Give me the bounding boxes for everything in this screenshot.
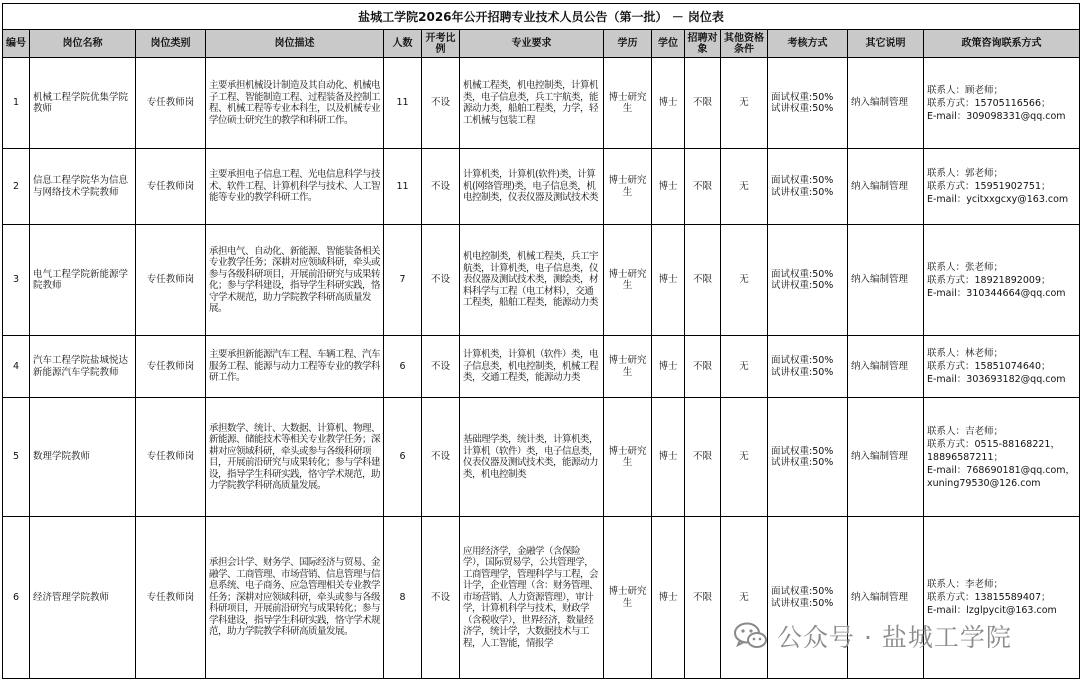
header-row [3, 30, 1080, 58]
assess-lecture: 试讲权重:50% [771, 103, 834, 114]
header-count: 人数 [384, 30, 422, 58]
contact-person: 联系人：吉老师； [927, 425, 1004, 437]
contact-person: 联系人：张老师； [927, 261, 1004, 273]
cell-edu: 博士研究生 [604, 336, 652, 398]
contact-phone-2: 18896587211； [927, 451, 1003, 463]
watermark-text: 公众号 · 盐城工学院 [777, 623, 1012, 652]
cell-category: 专任教师岗 [136, 398, 206, 517]
cell-desc: 承担电气、自动化、新能源、智能装备相关专业教学任务；深耕对应领域科研，牵头或参与各级科研项目，开展前沿研究与成果转化；参与学科建设，指导学生科研实践，恪守学术规范，助力学院教学科研高质量发展。 [206, 225, 384, 336]
cell-name: 数理学院教师 [30, 398, 136, 517]
contact-person: 联系人：郭老师； [927, 168, 1004, 179]
header-no: 编号 [3, 30, 30, 58]
cell-name: 机械工程学院优集学院教师 [30, 58, 136, 149]
assess-interview: 面试权重:50% [771, 91, 834, 103]
contact-email: E-mail：768690181@qq.com， [927, 464, 1076, 476]
cell-other: 无 [721, 225, 768, 336]
assess-lecture: 试讲权重:50% [771, 366, 834, 378]
cell-no: 1 [3, 58, 30, 149]
cell-edu: 博士研究生 [604, 398, 652, 517]
cell-desc: 主要承担新能源汽车工程、车辆工程、汽车服务工程、能源与动力工程等专业的教学科研工作。 [206, 336, 384, 398]
cell-edu: 博士研究生 [604, 58, 652, 149]
cell-desc: 主要承担电子信息工程、光电信息科学与技术、软件工程、计算机科学与技术、人工智能等专业的教学科研工作。 [206, 149, 384, 225]
table-row [3, 149, 1080, 225]
header-target: 招聘对象 [685, 30, 721, 58]
cell-ratio: 不设 [422, 517, 460, 679]
cell-category: 专任教师岗 [136, 225, 206, 336]
header-degree: 学位 [652, 30, 685, 58]
assess-interview: 面试权重:50% [771, 355, 834, 366]
cell-edu: 博士研究生 [604, 225, 652, 336]
cell-count: 11 [384, 149, 422, 225]
assess-lecture: 试讲权重:50% [771, 597, 834, 609]
header-note: 其它说明 [848, 30, 924, 58]
cell-category: 专任教师岗 [136, 336, 206, 398]
contact-email: E-mail：303693182@qq.com [927, 374, 1066, 385]
table-row [3, 225, 1080, 336]
cell-assess [768, 225, 848, 336]
cell-note: 纳入编制管理 [848, 149, 924, 225]
cell-count: 6 [384, 336, 422, 398]
header-name: 岗位名称 [30, 30, 136, 58]
cell-no: 5 [3, 398, 30, 517]
contact-email-2: xuning79530@126.com [927, 477, 1041, 489]
cell-major: 机械工程类，机电控制类，计算机类，电子信息类，兵工宇航类，能源动力类，船舶工程类，力学，轻工机械与包装工程 [460, 58, 604, 149]
contact-phone: 联系方式：13815589407； [927, 592, 1051, 603]
contact-email: E-mail：310344664@qq.com [927, 287, 1066, 299]
cell-assess [768, 398, 848, 517]
cell-major: 应用经济学，金融学（含保险学），国际贸易学，公共管理学，工商管理学，管理科学与工程，会计学，企业管理（含：财务管理、市场营销、人力资源管理），审计学，计算机科学与技术，财政学（含税收学），世界经济，数量经济学，统计学，大数据技术与工程，人工智能，情报学 [460, 517, 604, 679]
header-category: 岗位类别 [136, 30, 206, 58]
table-row [3, 517, 1080, 679]
assess-lecture: 试讲权重:50% [771, 457, 834, 468]
cell-name: 电气工程学院新能源学院教师 [30, 225, 136, 336]
cell-desc: 主要承担机械设计制造及其自动化、机械电子工程、智能制造工程、过程装备及控制工程、机械工程等专业本科生，以及机械专业学位硕士研究生的教学和科研工作。 [206, 58, 384, 149]
header-contact: 政策咨询联系方式 [924, 30, 1080, 58]
cell-major: 基础理学类，统计类，计算机类，计算机（软件）类，电子信息类，仪表仪器及测试技术类，能源动力类，机电控制类 [460, 398, 604, 517]
header-desc: 岗位描述 [206, 30, 384, 58]
header-major: 专业要求 [460, 30, 604, 58]
table-row [3, 336, 1080, 398]
cell-assess [768, 336, 848, 398]
cell-category: 专任教师岗 [136, 517, 206, 679]
cell-other: 无 [721, 149, 768, 225]
cell-contact [924, 398, 1080, 517]
cell-assess [768, 517, 848, 679]
contact-person: 联系人：李老师； [927, 579, 1004, 590]
cell-note: 纳入编制管理 [848, 517, 924, 679]
cell-no: 6 [3, 517, 30, 679]
assess-lecture: 试讲权重:50% [771, 280, 834, 291]
contact-phone: 联系方式：15705116566； [927, 97, 1051, 109]
cell-ratio: 不设 [422, 58, 460, 149]
cell-desc: 承担会计学、财务学、国际经济与贸易、金融学、工商管理、市场营销、信息管理与信息系统、电子商务、应急管理相关专业教学任务；深耕对应领域科研，牵头或参与各级科研项目，开展前沿研究与成果转化；参与学科建设，指导学生科研实践，恪守学术规范，助力学院教学科研高质量发展。 [206, 517, 384, 679]
cell-degree: 博士 [652, 149, 685, 225]
cell-name: 汽车工程学院盐城悦达新能源汽车学院教师 [30, 336, 136, 398]
position-table [2, 3, 1080, 679]
cell-degree: 博士 [652, 336, 685, 398]
cell-note: 纳入编制管理 [848, 398, 924, 517]
contact-phone: 联系方式：15951902751； [927, 181, 1051, 192]
table-row [3, 58, 1080, 149]
cell-contact [924, 336, 1080, 398]
header-ratio: 开考比例 [422, 30, 460, 58]
cell-target: 不限 [685, 149, 721, 225]
cell-name: 经济管理学院教师 [30, 517, 136, 679]
cell-ratio: 不设 [422, 149, 460, 225]
wechat-watermark [733, 618, 1012, 654]
wechat-icon [733, 621, 769, 651]
cell-edu: 博士研究生 [604, 517, 652, 679]
cell-target: 不限 [685, 398, 721, 517]
cell-degree: 博士 [652, 517, 685, 679]
cell-other: 无 [721, 517, 768, 679]
cell-contact [924, 149, 1080, 225]
cell-note: 纳入编制管理 [848, 336, 924, 398]
contact-phone: 联系方式：15851074640； [927, 361, 1051, 372]
cell-major: 计算机类，计算机(软件)类，计算机(网络管理)类，电子信息类，机电控制类，仪表仪器及测试技术类 [460, 149, 604, 225]
cell-major: 计算机类，计算机（软件）类，电子信息类，机电控制类，机械工程类，交通工程类，能源动力类 [460, 336, 604, 398]
contact-email: E-mail：lzglpycit@163.com [927, 605, 1057, 616]
cell-degree: 博士 [652, 58, 685, 149]
cell-assess [768, 149, 848, 225]
cell-major: 机电控制类，机械工程类，兵工宇航类，计算机类，电子信息类，仪表仪器及测试技术类，测绘类，材料科学与工程（电工材料），交通工程类，船舶工程类，能源动力类 [460, 225, 604, 336]
cell-count: 7 [384, 225, 422, 336]
cell-contact [924, 517, 1080, 679]
cell-ratio: 不设 [422, 336, 460, 398]
cell-assess [768, 58, 848, 149]
cell-ratio: 不设 [422, 398, 460, 517]
cell-edu: 博士研究生 [604, 149, 652, 225]
cell-count: 8 [384, 517, 422, 679]
cell-target: 不限 [685, 517, 721, 679]
cell-no: 2 [3, 149, 30, 225]
contact-email: E-mail：ycitxxgcxy@163.com [927, 194, 1069, 205]
assess-interview: 面试权重:50% [771, 445, 834, 457]
contact-person: 联系人：林老师； [927, 348, 1004, 359]
assess-interview: 面试权重:50% [771, 268, 834, 280]
cell-other: 无 [721, 58, 768, 149]
cell-other: 无 [721, 336, 768, 398]
cell-target: 不限 [685, 225, 721, 336]
cell-degree: 博士 [652, 225, 685, 336]
contact-phone: 联系方式：18921892009； [927, 274, 1051, 286]
cell-ratio: 不设 [422, 225, 460, 336]
cell-count: 6 [384, 398, 422, 517]
cell-category: 专任教师岗 [136, 58, 206, 149]
cell-degree: 博士 [652, 398, 685, 517]
cell-count: 11 [384, 58, 422, 149]
header-assess: 考核方式 [768, 30, 848, 58]
header-edu: 学历 [604, 30, 652, 58]
cell-contact [924, 225, 1080, 336]
cell-note: 纳入编制管理 [848, 225, 924, 336]
contact-email: E-mail：309098331@qq.com [927, 110, 1066, 122]
cell-other: 无 [721, 398, 768, 517]
cell-desc: 承担数学、统计、大数据、计算机、物理、新能源、储能技术等相关专业教学任务；深耕对应领域科研，牵头或参与各级科研项目，开展前沿研究与成果转化；参与学科建设，指导学生科研实践，恪守学术规范，助力学院教学科研高质量发展。 [206, 398, 384, 517]
cell-name: 信息工程学院华为信息与网络技术学院教师 [30, 149, 136, 225]
cell-note: 纳入编制管理 [848, 58, 924, 149]
cell-contact [924, 58, 1080, 149]
assess-lecture: 试讲权重:50% [771, 186, 834, 198]
table-title: 盐城工学院2026年公开招聘专业技术人员公告（第一批） － 岗位表 [3, 4, 1080, 30]
cell-target: 不限 [685, 336, 721, 398]
contact-person: 联系人：顾老师； [927, 84, 1004, 96]
header-other: 其他资格条件 [721, 30, 768, 58]
cell-target: 不限 [685, 58, 721, 149]
cell-no: 3 [3, 225, 30, 336]
cell-category: 专任教师岗 [136, 149, 206, 225]
cell-no: 4 [3, 336, 30, 398]
assess-interview: 面试权重:50% [771, 175, 834, 186]
contact-phone: 联系方式：0515-88168221， [927, 438, 1060, 450]
table-row [3, 398, 1080, 517]
assess-interview: 面试权重:50% [771, 586, 834, 597]
